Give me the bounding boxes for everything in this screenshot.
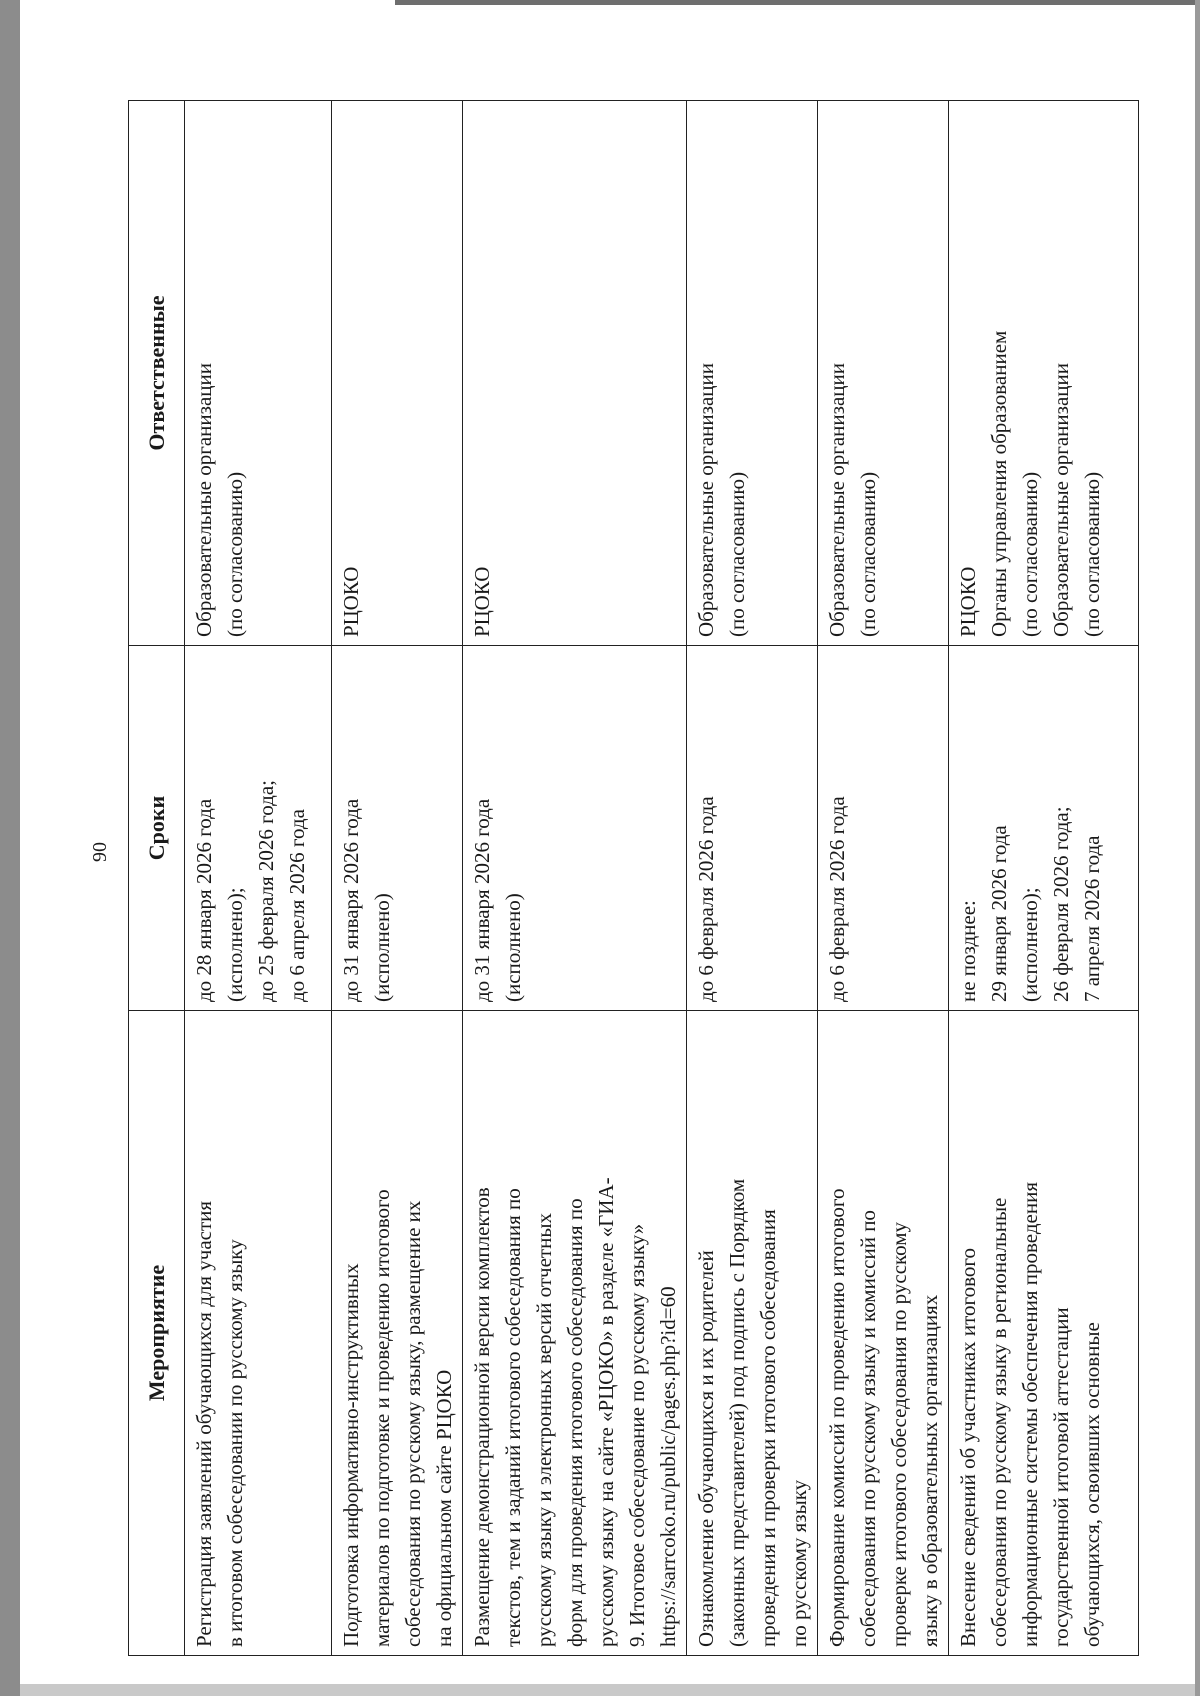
cell-text-line: (по согласованию) <box>1018 471 1042 637</box>
cell-text-line: в итоговом собеседовании по русскому языку <box>223 1239 247 1647</box>
cell-text-line: (по согласованию) <box>223 471 247 637</box>
cell-text-line: (исполнено); <box>1018 887 1042 1002</box>
cell-text-line: Формирование комиссий по проведению итогового <box>825 1188 849 1647</box>
cell-responsible <box>463 101 687 646</box>
cell-text-line: Размещение демонстрационной версии комплектов <box>470 1187 494 1647</box>
scan-border-bottom <box>20 1684 1200 1696</box>
cell-responsible <box>818 101 949 646</box>
cell-deadline <box>687 646 818 1011</box>
cell-event <box>185 1011 332 1656</box>
cell-responsible <box>949 101 1139 646</box>
cell-deadline <box>463 646 687 1011</box>
scan-border-left <box>0 0 20 1696</box>
cell-text-line: 29 января 2026 года <box>987 825 1011 1002</box>
table-header-row <box>129 101 185 1656</box>
cell-text-line: (исполнено) <box>501 893 525 1002</box>
page-number: 90 <box>89 842 111 862</box>
cell-responsible <box>332 101 463 646</box>
header-event: Мероприятие <box>129 1011 185 1656</box>
cell-text-line: РЦОКО <box>339 566 363 637</box>
cell-text-line: (исполнено) <box>370 893 394 1002</box>
cell-text-line: Ознакомление обучающихся и их родителей <box>694 1250 718 1647</box>
cell-text-line: до 31 января 2026 года <box>470 798 494 1002</box>
cell-text-line: собеседования по русскому языку в региональные <box>987 1197 1011 1647</box>
cell-text-line: (по согласованию) <box>725 471 749 637</box>
cell-text-line: РЦОКО <box>470 566 494 637</box>
cell-text-line: Подготовка информативно-инструктивных <box>339 1263 363 1647</box>
cell-text-line: собеседования по русскому языку и комиссий по <box>856 1210 880 1647</box>
cell-text-line: 26 февраля 2026 года; <box>1049 806 1073 1002</box>
events-table <box>128 100 1139 1656</box>
cell-text-line: языку в образовательных организациях <box>918 1294 942 1647</box>
cell-text-line: на официальном сайте РЦОКО <box>432 1369 456 1647</box>
cell-text-line: Внесение сведений об участниках итогового <box>956 1248 980 1647</box>
cell-text-line: Регистрация заявлений обучающихся для участия <box>192 1200 216 1647</box>
cell-text-line: материалов по подготовке и проведению итогового <box>370 1189 394 1647</box>
cell-text-line: 9. Итоговое собеседование по русскому языку» <box>625 1223 649 1647</box>
cell-text-line: 7 апреля 2026 года <box>1080 835 1104 1002</box>
table-body <box>185 101 1139 1656</box>
cell-text-line: до 6 февраля 2026 года <box>694 796 718 1002</box>
cell-text-line: Образовательные организации <box>1049 363 1073 637</box>
cell-text-line: https://sarrcoko.ru/public/pages.php?id=60 <box>656 1286 680 1647</box>
cell-event <box>687 1011 818 1656</box>
cell-text-line: Образовательные организации <box>192 363 216 637</box>
cell-text-line: до 28 января 2026 года <box>192 798 216 1002</box>
header-deadline: Сроки <box>129 646 185 1011</box>
cell-text-line: Образовательные организации <box>825 363 849 637</box>
cell-text-line: русскому языку на сайте «РЦОКО» в разделе «ГИА- <box>594 1177 618 1647</box>
events-table-container <box>128 101 1102 1656</box>
cell-text-line: проведения и проверки итогового собеседования <box>756 1209 780 1647</box>
cell-text-line: (по согласованию) <box>856 471 880 637</box>
table-row <box>463 101 687 1656</box>
cell-text-line: РЦОКО <box>956 566 980 637</box>
cell-responsible <box>185 101 332 646</box>
header-responsible: Ответственные <box>129 101 185 646</box>
table-row <box>185 101 332 1656</box>
scan-border-top <box>395 0 1200 5</box>
table-row <box>332 101 463 1656</box>
table-row <box>687 101 818 1656</box>
cell-text-line: по русскому языку <box>787 1479 811 1647</box>
cell-deadline <box>185 646 332 1011</box>
cell-text-line: информационные системы обеспечения проведения <box>1018 1182 1042 1647</box>
cell-event <box>332 1011 463 1656</box>
table-row <box>818 101 949 1656</box>
cell-responsible <box>687 101 818 646</box>
cell-text-line: до 6 апреля 2026 года <box>285 809 309 1002</box>
cell-text-line: до 25 февраля 2026 года; <box>254 780 278 1002</box>
cell-text-line: собеседования по русскому языку, размещение их <box>401 1200 425 1647</box>
cell-event <box>949 1011 1139 1656</box>
table-row <box>949 101 1139 1656</box>
cell-text-line: русскому языку и электронных версий отчетных <box>532 1213 556 1647</box>
cell-event <box>818 1011 949 1656</box>
cell-deadline <box>949 646 1139 1011</box>
cell-text-line: (исполнено); <box>223 887 247 1002</box>
cell-text-line: (законных представителей) под подпись с Порядком <box>725 1178 749 1647</box>
cell-text-line: Органы управления образованием <box>987 330 1011 637</box>
cell-deadline <box>332 646 463 1011</box>
cell-text-line: не позднее: <box>956 900 980 1002</box>
cell-text-line: до 31 января 2026 года <box>339 798 363 1002</box>
cell-text-line: текстов, тем и заданий итогового собеседования по <box>501 1188 525 1647</box>
cell-text-line: обучающихся, освоивших основные <box>1080 1322 1104 1647</box>
cell-text-line: Образовательные организации <box>694 363 718 637</box>
cell-text-line: проверке итогового собеседования по русскому <box>887 1221 911 1647</box>
cell-event <box>463 1011 687 1656</box>
cell-text-line: форм для проведения итогового собеседования по <box>563 1198 587 1647</box>
scan-border-right <box>1195 0 1200 1696</box>
cell-deadline <box>818 646 949 1011</box>
cell-text-line: до 6 февраля 2026 года <box>825 796 849 1002</box>
cell-text-line: государственной итоговой аттестации <box>1049 1307 1073 1647</box>
cell-text-line: (по согласованию) <box>1080 471 1104 637</box>
